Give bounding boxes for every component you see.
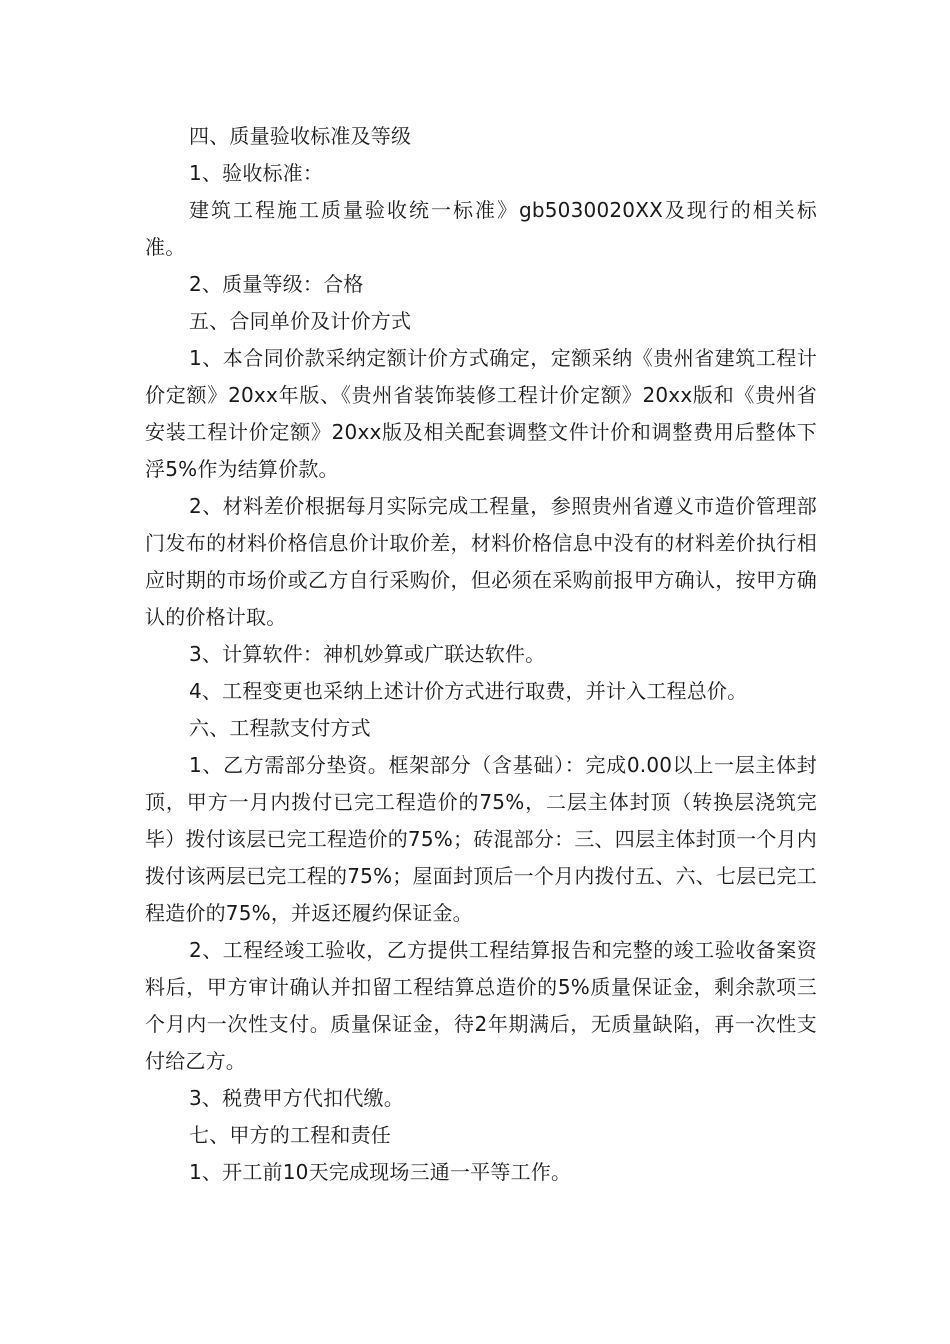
paragraph: 1、乙方需部分垫资。框架部分（含基础）：完成0.00以上一层主体封顶，甲方一月内拨付已完工程造价的75%，二层主体封顶（转换层浇筑完毕）拨付该层已完工程造价的75%；砖混部分：三、四层主体封顶一个月内拨付该两层已完工程的75%；屋面封顶后一个月内拨付五、六、七层已完工程造价的75%，并返还履约保证金。 bbox=[145, 753, 817, 925]
paragraph: 1、本合同价款采纳定额计价方式确定，定额采纳《贵州省建筑工程计价定额》20xx年版、《贵州省装饰装修工程计价定额》20xx版和《贵州省安装工程计价定额》20xx版及相关配套调整文件计价和调整费用后整体下浮5%作为结算价款。 bbox=[145, 346, 817, 481]
paragraph: 建筑工程施工质量验收统一标准》gb5030020XX及现行的相关标准。 bbox=[145, 198, 817, 259]
paragraph: 1、验收标准： bbox=[189, 161, 324, 185]
paragraph: 1、开工前10天完成现场三通一平等工作。 bbox=[189, 1160, 572, 1184]
paragraph: 2、工程经竣工验收，乙方提供工程结算报告和完整的竣工验收备案资料后，甲方审计确认并扣留工程结算总造价的5%质量保证金，剩余款项三个月内一次性支付。质量保证金，待2年期满后，无质量缺陷，再一次性支付给乙方。 bbox=[145, 938, 817, 1073]
section-heading-payment: 六、工程款支付方式 bbox=[189, 716, 371, 740]
paragraph: 3、税费甲方代扣代缴。 bbox=[189, 1086, 404, 1110]
paragraph: 2、材料差价根据每月实际完成工程量，参照贵州省遵义市造价管理部门发布的材料价格信息价计取价差，材料价格信息中没有的材料差价执行相应时期的市场价或乙方自行采购价，但必须在采购前报甲方确认，按甲方确认的价格计取。 bbox=[145, 494, 817, 629]
paragraph: 4、工程变更也采纳上述计价方式进行取费，并计入工程总价。 bbox=[189, 679, 748, 703]
section-heading-pricing: 五、合同单价及计价方式 bbox=[189, 309, 412, 333]
section-heading-party-a: 七、甲方的工程和责任 bbox=[189, 1123, 391, 1147]
paragraph: 2、质量等级：合格 bbox=[189, 272, 364, 296]
section-heading-quality: 四、质量验收标准及等级 bbox=[189, 124, 412, 148]
document-body bbox=[145, 118, 817, 1191]
paragraph: 3、计算软件：神机妙算或广联达软件。 bbox=[189, 642, 546, 666]
